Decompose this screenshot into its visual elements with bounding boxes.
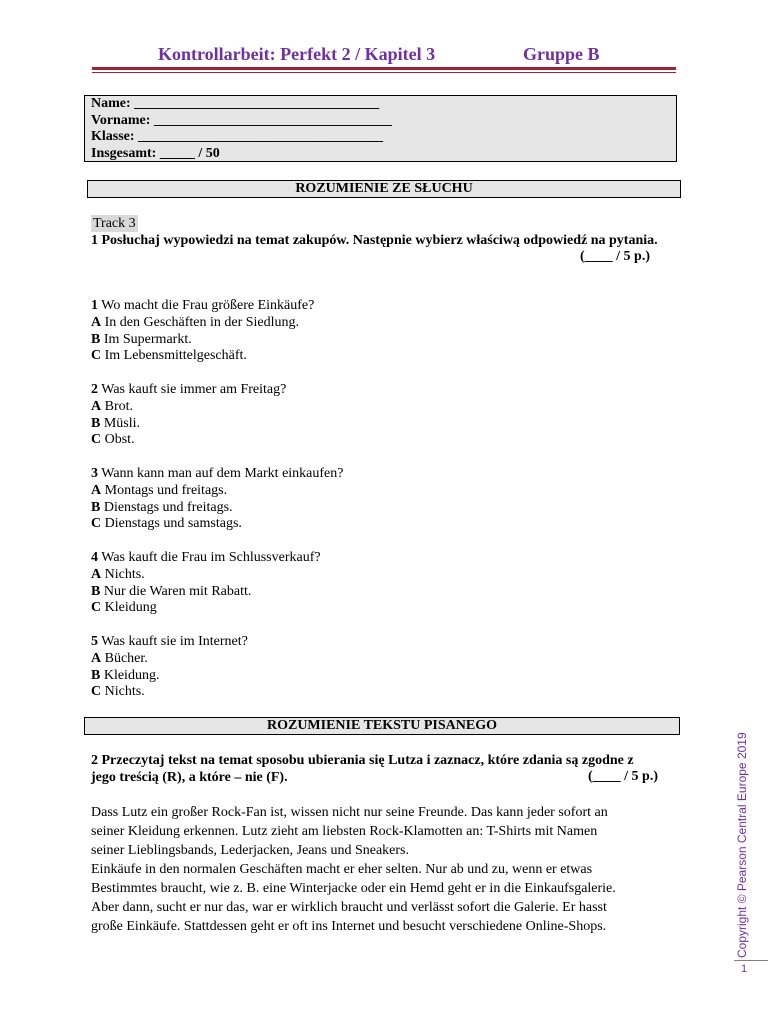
student-info-box bbox=[84, 95, 677, 162]
option-a: A Brot. bbox=[91, 398, 134, 414]
passage-line: Dass Lutz ein großer Rock-Fan ist, wissen nicht nur seine Freunde. Das kann jeder sofort an bbox=[91, 805, 608, 820]
option-c: C Dienstags und samstags. bbox=[91, 516, 242, 532]
copyright-notice: Copyright © Pearson Central Europe 2019 bbox=[735, 732, 749, 958]
passage-line: seiner Kleidung erkennen. Lutz zieht am liebsten Rock-Klamotten an: T-Shirts mit Namen bbox=[91, 824, 598, 839]
name-line: Name: ___________________________________ bbox=[91, 96, 380, 111]
question-3: 3 Wann kann man auf dem Markt einkaufen? A Montags und freitags. B Dienstags und freitags. C Dienstags und samstags. bbox=[91, 466, 344, 532]
option-b: B Müsli. bbox=[91, 415, 141, 431]
page-title: Kontrollarbeit: Perfekt 2 / Kapitel 3 bbox=[158, 44, 436, 64]
question-5: 5 Was kauft sie im Internet? A Bücher. B Kleidung. C Nichts. bbox=[91, 634, 248, 700]
section-reading-heading: ROZUMIENIE TEKSTU PISANEGO bbox=[84, 717, 680, 735]
option-c: C Obst. bbox=[91, 432, 135, 448]
group-label: Gruppe B bbox=[523, 44, 600, 64]
passage-line: Einkäufe in den normalen Geschäften macht er eher selten. Nur ab und zu, wenn er etwas bbox=[91, 862, 593, 877]
insgesamt-line: Insgesamt: _____ / 50 bbox=[91, 145, 220, 161]
page-number: 1 bbox=[741, 963, 748, 975]
header-rule-thick bbox=[92, 67, 676, 70]
header-rule-thin bbox=[92, 72, 676, 73]
task1-score: (____ / 5 p.) bbox=[580, 249, 650, 264]
option-a: A Montags und freitags. bbox=[91, 482, 228, 498]
option-c: C Im Lebensmittelgeschäft. bbox=[91, 348, 247, 364]
task2-instruction: 2 Przeczytaj tekst na temat sposobu ubierania się Lutza i zaznacz, które zdania są zgodne z jego treścią (R), a które – nie (F). bbox=[91, 753, 634, 785]
option-c: C Kleidung bbox=[91, 600, 157, 616]
option-c: C Nichts. bbox=[91, 684, 145, 700]
passage-line: Aber dann, sucht er nur das, war er wirklich braucht und verlässt sofort die Galerie. Er hasst bbox=[91, 900, 607, 915]
track-label: Track 3 bbox=[93, 216, 136, 231]
option-b: B Nur die Waren mit Rabatt. bbox=[91, 583, 252, 599]
task2-score: (____ / 5 p.) bbox=[588, 769, 658, 784]
option-b: B Dienstags und freitags. bbox=[91, 499, 233, 515]
option-a: A In den Geschäften in der Siedlung. bbox=[91, 314, 300, 330]
vorname-line: Vorname: __________________________________ bbox=[91, 112, 392, 128]
question-2: 2 Was kauft sie immer am Freitag? A Brot. B Müsli. C Obst. bbox=[91, 382, 287, 448]
question-4: 4 Was kauft die Frau im Schlussverkauf? A Nichts. B Nur die Waren mit Rabatt. C Kleidung bbox=[91, 550, 321, 616]
footer-divider bbox=[734, 960, 768, 961]
option-b: B Im Supermarkt. bbox=[91, 331, 192, 347]
question-1: 1 Wo macht die Frau größere Einkäufe? A In den Geschäften in der Siedlung. B Im Supermarkt. C Im Lebensmittelgeschäft. bbox=[91, 298, 315, 364]
klasse-line: Klasse: ___________________________________ bbox=[91, 129, 384, 144]
option-a: A Nichts. bbox=[91, 566, 145, 582]
reading-passage bbox=[91, 803, 681, 936]
passage-line: seiner Lieblingsbands, Lederjacken, Jeans und Sneakers. bbox=[91, 843, 410, 858]
option-b: B Kleidung. bbox=[91, 667, 160, 683]
option-a: A Bücher. bbox=[91, 650, 148, 666]
section-listening-heading: ROZUMIENIE ZE SŁUCHU bbox=[87, 180, 681, 198]
passage-line: große Einkäufe. Stattdessen geht er oft ins Internet und besucht verschiedene Online-Shops. bbox=[91, 919, 607, 934]
task1-instruction: 1 Posłuchaj wypowiedzi na temat zakupów. Następnie wybierz właściwą odpowiedź na pytania. bbox=[91, 233, 658, 248]
page-header bbox=[0, 44, 768, 66]
passage-line: Bestimmtes braucht, wie z. B. eine Winterjacke oder ein Hemd geht er in die Einkaufsgalerie. bbox=[91, 881, 616, 896]
